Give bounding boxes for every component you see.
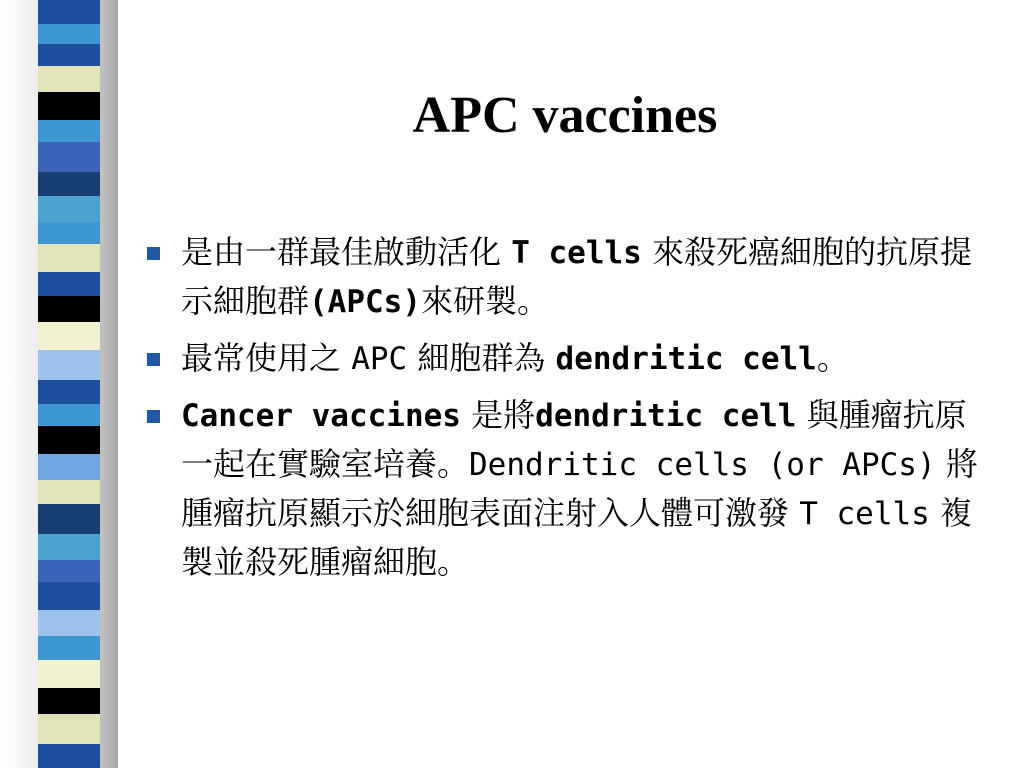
stripe-segment	[38, 24, 100, 44]
stripe-segment	[38, 322, 100, 350]
bullet-text	[181, 339, 849, 377]
stripe-segment	[38, 92, 100, 120]
stripe-segment	[38, 610, 100, 636]
stripe-segment	[38, 244, 100, 272]
stripe-segment	[38, 196, 100, 222]
stripe-segment	[38, 714, 100, 744]
bullet-text-part: T cells	[511, 235, 642, 271]
bullet-text-part: 複製並殺死腫瘤細胞。	[181, 494, 973, 581]
stripe-segment	[38, 744, 100, 768]
bullet-text	[181, 396, 978, 581]
bullet-item	[143, 334, 993, 383]
stripe-segment	[38, 560, 100, 582]
stripe-segment	[38, 582, 100, 610]
bullet-text-part: dendritic cell	[535, 398, 797, 434]
bullet-text-part: 是由一群最佳啟動活化	[181, 233, 512, 271]
stripe-segment	[38, 380, 100, 404]
stripe-bar	[38, 0, 100, 768]
bullet-text-part: (APCs)	[309, 284, 421, 320]
stripe-segment	[38, 688, 100, 714]
bullet-text-part: 。	[816, 339, 849, 377]
stripe-segment	[38, 404, 100, 426]
bullet-text-part: 來研製。	[421, 282, 550, 320]
square-bullet-icon	[147, 410, 160, 423]
square-bullet-icon	[147, 247, 160, 260]
stripe-segment	[38, 660, 100, 688]
stripe-segment	[38, 222, 100, 244]
stripe-segment	[38, 296, 100, 322]
slide-title: APC vaccines	[412, 87, 718, 144]
stripe-segment	[38, 426, 100, 454]
bullet-text-part: 最常使用之	[181, 339, 352, 377]
bullet-text-part: 是將	[460, 396, 536, 434]
stripe-segment	[38, 120, 100, 142]
bullet-text-part: Cancer vaccines	[181, 398, 461, 434]
stripe-segment	[38, 454, 100, 480]
bullet-list	[143, 228, 993, 594]
stripe-segment	[38, 142, 100, 172]
stripe-segment	[38, 534, 100, 560]
stripe-segment	[38, 44, 100, 66]
stripe-segment	[38, 480, 100, 504]
bullet-text-part: 細胞群為	[407, 339, 556, 377]
stripe-segment	[38, 350, 100, 380]
bullet-text-part: dendritic cell	[555, 341, 817, 377]
bullet-text-part: T cells	[799, 496, 930, 532]
bullet-text-part: Dendritic cells (or APCs)	[469, 447, 936, 483]
bullet-item	[143, 228, 993, 326]
stripe-segment	[38, 0, 100, 24]
bullet-item	[143, 391, 993, 586]
bullet-text-part: 與腫瘤抗原一起在實驗室培養。	[181, 396, 967, 483]
stripe-segment	[38, 66, 100, 92]
bullet-text-part: 來殺死癌細胞的抗原提示細胞群	[181, 233, 973, 320]
stripe-segment	[38, 272, 100, 296]
bullet-text	[181, 233, 972, 320]
bullet-text-part: APC	[351, 341, 408, 377]
stripe-segment	[38, 636, 100, 660]
stripe-segment	[38, 172, 100, 196]
bullet-text-part: 將腫瘤抗原顯示於細胞表面注射入人體可激發	[181, 445, 978, 532]
square-bullet-icon	[147, 353, 160, 366]
stripe-segment	[38, 504, 100, 534]
